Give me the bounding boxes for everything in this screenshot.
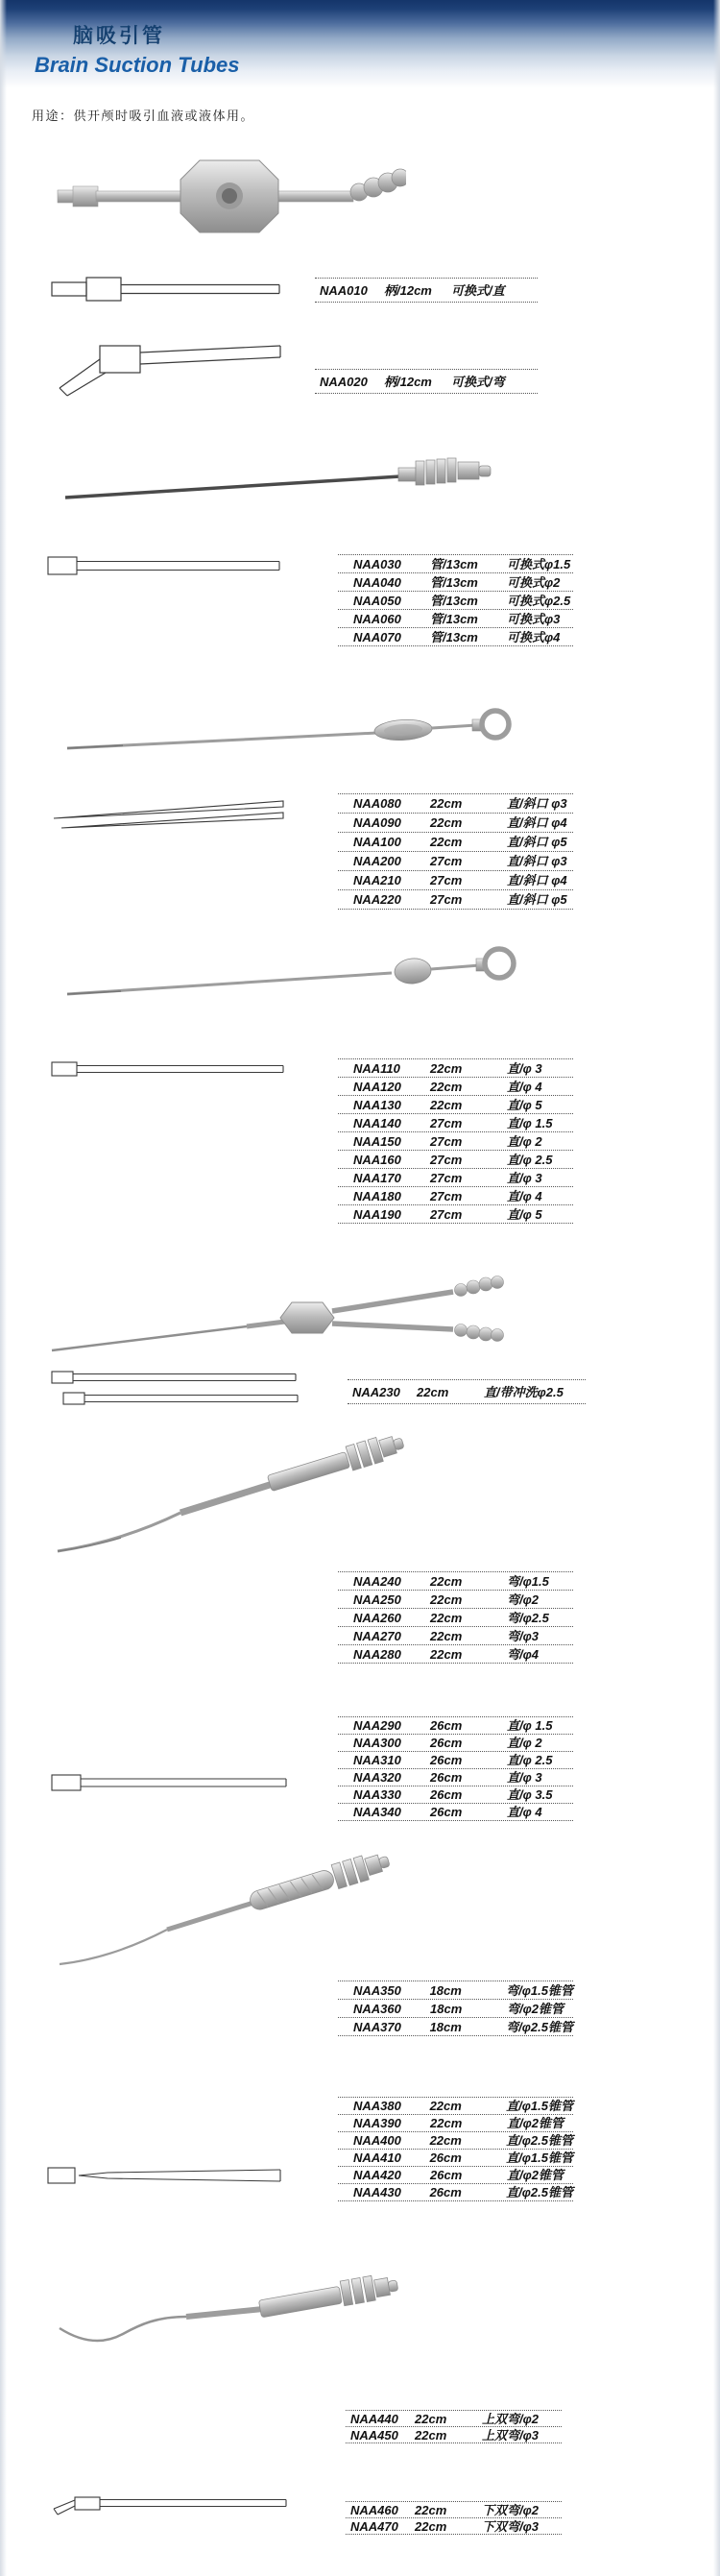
model-cell: NAA240 [353,1573,401,1589]
photo-spoon-tip-suction-tube [65,704,521,764]
size-cell: 管/13cm [430,611,478,626]
photo-olive-tip-suction-tube [65,944,531,1013]
page-title-english: Brain Suction Tubes [35,53,240,77]
model-cell: NAA100 [353,835,401,849]
spec-cell: 直/斜口 φ5 [507,835,567,849]
spec-row [338,573,573,592]
spec-row [338,1187,573,1205]
spec-row [315,279,538,303]
spec-row [338,1627,573,1645]
size-cell: 27cm [430,1133,463,1149]
model-cell: NAA410 [353,2151,401,2165]
model-cell: NAA360 [353,2001,401,2016]
page-edge-right [713,0,720,2576]
spec-table-naa460-470 [346,2501,562,2535]
spec-row [338,1096,573,1114]
spec-row [338,555,573,573]
model-cell: NAA060 [353,611,401,626]
spec-row [338,2115,573,2132]
spec-row [346,2502,562,2518]
model-cell: NAA200 [353,854,401,868]
spec-row [338,2150,573,2167]
finger-ring [482,711,509,738]
spec-row [346,2518,562,2535]
spec-row [338,1591,573,1609]
size-cell: 26cm [430,1718,463,1733]
spec-row [338,1114,573,1132]
spec-cell: 直/φ2锥管 [507,2116,564,2130]
model-cell: NAA270 [353,1628,401,1643]
spec-cell: 弯/φ1.5锥管 [506,1982,573,1998]
model-cell: NAA090 [353,815,401,830]
model-cell: NAA350 [353,1982,401,1998]
spec-cell: 直/带冲洗φ2.5 [484,1384,564,1399]
spec-row [338,2167,573,2184]
model-cell: NAA310 [353,1753,401,1767]
spec-table-naa110-190 [338,1058,573,1224]
spec-row [338,1151,573,1169]
usage-note: 用途：供开颅时吸引血液或液体用。 [32,109,255,123]
spec-table-naa020 [315,369,538,394]
spec-row [338,2184,573,2201]
size-cell: 22cm [429,2099,462,2113]
spec-row [338,628,573,646]
spec-row [338,1205,573,1224]
size-cell: 柄/12cm [384,374,432,389]
model-cell: NAA020 [320,374,368,389]
spec-row [338,1078,573,1096]
size-cell: 22cm [417,1384,449,1399]
spec-table-naa030-070 [338,554,573,646]
size-cell: 26cm [430,1753,463,1767]
size-cell: 22cm [415,2502,447,2517]
spec-cell: 弯/φ1.5 [507,1573,549,1589]
photo-curved-cone-tube-grip [54,1837,414,1972]
spec-row [315,370,538,394]
size-cell: 22cm [430,1573,463,1589]
spec-cell: 下双弯/φ3 [482,2518,539,2534]
size-cell: 管/13cm [430,593,478,608]
model-cell: NAA050 [353,593,401,608]
size-cell: 27cm [430,854,463,868]
model-cell: NAA440 [350,2411,398,2426]
drawing-double-tube [50,1370,300,1410]
drawing-thin-tube-blank [50,1057,285,1081]
model-cell: NAA370 [353,2019,401,2034]
spec-cell: 直/φ2.5锥管 [506,2185,573,2199]
model-cell: NAA290 [353,1718,401,1733]
page-edge-left [0,0,7,2576]
spec-cell: 上双弯/φ3 [482,2427,539,2442]
spec-row [338,871,573,890]
size-cell: 22cm [430,1610,463,1625]
photo-double-curve-suction-tube [54,2246,423,2370]
spec-row [338,1981,573,2000]
spec-row [338,1804,573,1821]
size-cell: 22cm [430,796,463,811]
size-cell: 22cm [430,1646,463,1662]
spec-cell: 可换式φ2 [507,574,561,590]
model-cell: NAA460 [350,2502,398,2517]
model-cell: NAA230 [352,1384,400,1399]
spec-cell: 可换式/直 [451,282,505,298]
spec-row [338,2000,573,2018]
spec-row [338,794,573,814]
spec-cell: 弯/φ3 [507,1628,539,1643]
spec-row [346,2411,562,2427]
model-cell: NAA150 [353,1133,401,1149]
drawing-tube-blank [46,552,281,579]
spec-table-naa080-220 [338,793,573,910]
size-cell: 22cm [415,2427,447,2442]
size-cell: 柄/12cm [384,282,432,298]
spec-cell: 直/φ 3.5 [507,1787,553,1802]
spec-row [338,2132,573,2150]
model-cell: NAA430 [353,2185,401,2199]
spec-cell: 直/斜口 φ4 [507,873,567,887]
finger-ring [485,949,514,978]
spec-table-naa290-340 [338,1716,573,1821]
size-cell: 27cm [430,1188,463,1203]
size-cell: 22cm [415,2411,447,2426]
spec-table-naa380-430 [338,2097,573,2201]
model-cell: NAA420 [353,2168,401,2182]
size-cell: 27cm [430,1170,463,1185]
spec-cell: 直/φ 2 [507,1133,542,1149]
spec-cell: 直/φ 2.5 [507,1753,553,1767]
size-cell: 26cm [430,1805,463,1819]
spec-cell: 可换式/弯 [451,374,505,389]
model-cell: NAA390 [353,2116,401,2130]
size-cell: 管/13cm [430,556,478,571]
spec-cell: 下双弯/φ2 [482,2502,539,2517]
spec-cell: 可换式φ2.5 [507,593,571,608]
spec-row [338,1752,573,1769]
model-cell: NAA010 [320,282,368,298]
spec-row [338,1769,573,1786]
model-cell: NAA340 [353,1805,401,1819]
photo-thin-suction-tube [62,450,499,519]
spec-table-naa350-370 [338,1981,573,2036]
drawing-down-curve-tube [46,2490,291,2524]
spec-row [348,1380,586,1404]
model-cell: NAA030 [353,556,401,571]
model-cell: NAA080 [353,796,401,811]
spec-cell: 直/斜口 φ3 [507,854,567,868]
size-cell: 18cm [430,2001,463,2016]
spec-table-naa230 [348,1379,586,1404]
spec-table-naa010 [315,278,538,303]
spec-cell: 直/斜口 φ3 [507,796,567,811]
spec-row [338,852,573,871]
size-cell: 26cm [429,2185,462,2199]
spec-cell: 直/φ2.5锥管 [506,2133,573,2148]
drawing-curved-tube-detachable [40,328,285,410]
spec-cell: 直/斜口 φ5 [507,892,567,907]
spec-cell: 直/φ 4 [507,1188,542,1203]
photo-curved-suction-tube [54,1424,414,1559]
spec-row [338,2018,573,2036]
spec-row [338,610,573,628]
size-cell: 管/13cm [430,574,478,590]
model-cell: NAA330 [353,1787,401,1802]
size-cell: 22cm [430,815,463,830]
size-cell: 22cm [430,1097,463,1112]
spec-cell: 可换式φ1.5 [507,556,571,571]
spec-cell: 直/φ 3 [507,1770,542,1785]
model-cell: NAA180 [353,1188,401,1203]
spec-row [338,1609,573,1627]
spec-cell: 弯/φ2 [507,1592,539,1607]
spec-row [346,2427,562,2443]
spec-cell: 直/φ 3 [507,1170,542,1185]
model-cell: NAA250 [353,1592,401,1607]
spec-cell: 上双弯/φ2 [482,2411,539,2426]
hex-nut [280,1302,334,1333]
model-cell: NAA170 [353,1170,401,1185]
model-cell: NAA300 [353,1736,401,1750]
spec-table-naa440-450 [346,2410,562,2443]
drawing-bevel-tip [50,799,285,832]
spec-cell: 直/φ 5 [507,1206,542,1222]
spec-row [338,833,573,852]
model-cell: NAA190 [353,1206,401,1222]
spec-row [338,890,573,910]
size-cell: 22cm [430,1592,463,1607]
size-cell: 26cm [430,1736,463,1750]
spec-row [338,1735,573,1752]
spec-row [338,1572,573,1591]
spec-cell: 直/φ1.5锥管 [506,2099,573,2113]
model-cell: NAA320 [353,1770,401,1785]
model-cell: NAA140 [353,1115,401,1130]
spec-row [338,1645,573,1664]
page-title-chinese: 脑吸引管 [73,25,165,47]
spec-row [338,1169,573,1187]
spec-row [338,1717,573,1735]
spec-cell: 弯/φ2.5锥管 [506,2019,573,2034]
spec-row [338,1059,573,1078]
spec-cell: 直/φ 4 [507,1805,542,1819]
model-cell: NAA040 [353,574,401,590]
model-cell: NAA120 [353,1079,401,1094]
size-cell: 22cm [430,1079,463,1094]
model-cell: NAA070 [353,629,401,644]
size-cell: 27cm [430,873,463,887]
size-cell: 22cm [429,2133,462,2148]
size-cell: 26cm [429,2151,462,2165]
spec-cell: 直/φ 2.5 [507,1152,553,1167]
drawing-straight-suction-tube [50,1765,290,1798]
spec-row [338,592,573,610]
drawing-cone-tube [46,2159,291,2192]
size-cell: 18cm [429,1982,462,1998]
model-cell: NAA380 [353,2099,401,2113]
model-cell: NAA160 [353,1152,401,1167]
spec-row [338,1132,573,1151]
model-cell: NAA130 [353,1097,401,1112]
olive-bulb [394,957,432,984]
model-cell: NAA220 [353,892,401,907]
model-cell: NAA110 [353,1060,400,1076]
spec-cell: 直/φ 1.5 [507,1115,553,1130]
photo-suction-handle-straight [56,146,406,247]
model-cell: NAA400 [353,2133,401,2148]
spec-cell: 可换式φ4 [507,629,561,644]
size-cell: 27cm [430,1115,463,1130]
spec-cell: 直/φ 4 [507,1079,542,1094]
spec-table-naa240-280 [338,1571,573,1664]
spec-cell: 直/φ1.5锥管 [506,2151,573,2165]
textured-grip [248,1868,336,1911]
spec-row [338,1786,573,1804]
spec-cell: 直/φ 2 [507,1736,542,1750]
size-cell: 26cm [430,1787,463,1802]
model-cell: NAA280 [353,1646,401,1662]
spec-cell: 弯/φ4 [507,1646,539,1662]
size-cell: 27cm [430,892,463,907]
drawing-straight-tube-detachable [46,269,281,307]
spec-row [338,2098,573,2115]
size-cell: 26cm [430,1770,463,1785]
size-cell: 22cm [415,2518,447,2534]
spec-cell: 直/φ2锥管 [507,2168,564,2182]
size-cell: 22cm [430,835,463,849]
size-cell: 18cm [429,2019,462,2034]
size-cell: 26cm [430,2168,463,2182]
model-cell: NAA260 [353,1610,401,1625]
size-cell: 管/13cm [430,629,478,644]
size-cell: 27cm [430,1206,463,1222]
spec-cell: 直/φ 1.5 [507,1718,553,1733]
spec-cell: 直/φ 3 [507,1060,542,1076]
model-cell: NAA470 [350,2518,398,2534]
spec-cell: 弯/φ2.5 [507,1610,549,1625]
model-cell: NAA450 [350,2427,398,2442]
model-cell: NAA210 [353,873,401,887]
size-cell: 22cm [430,1628,463,1643]
spec-cell: 可换式φ3 [507,611,561,626]
size-cell: 27cm [430,1152,463,1167]
spec-cell: 直/斜口 φ4 [507,815,567,830]
size-cell: 22cm [430,2116,463,2130]
size-cell: 22cm [430,1060,463,1076]
spec-row [338,814,573,833]
spec-cell: 直/φ 5 [507,1097,542,1112]
spec-cell: 弯/φ2锥管 [507,2001,564,2016]
photo-irrigation-suction-tube [50,1266,525,1370]
